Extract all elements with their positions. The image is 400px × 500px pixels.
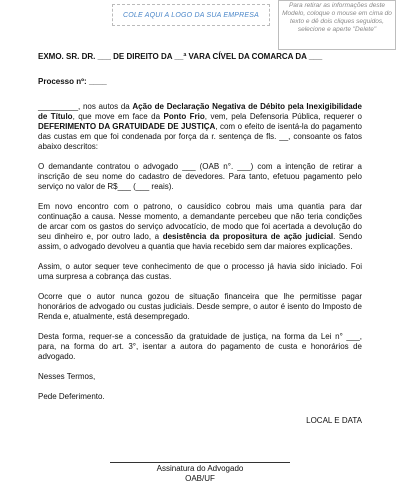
intro-text-1: _________, nos autos da [38,102,133,111]
withdrawal-phrase: desistência da propositura de ação judicial [162,232,334,241]
help-note-text: Para retirar as informações deste Modelo, coloque o mouse em cima do texto e dê dois cliques seguidos, selecione e aperte "Delete" [282,2,392,33]
logo-placeholder-text: COLE AQUI A LOGO DA SUA EMPRESA [123,11,259,19]
signature-block [110,462,290,484]
paragraph-intro [38,102,362,152]
defendant-name: Ponto Frio [163,112,205,121]
paragraph-contract: O demandante contratou o advogado ___ (OAB n°. ___) com a intenção de retirar a inscrição de seu nome do cadastro de devedores. Para tanto, efetuou pagamento pelo serviço no valor de R$___ (___ reais). [38,162,362,191]
paragraph-request: Desta forma, requer-se a concessão da gratuidade de justiça, na forma da Lei n° ___, para, na forma do art. 3°, isentar a autora do pagamento de custa e honorários de advogado. [38,332,362,361]
process-number: Processo nº: ____ [38,77,107,86]
bar-registration: OAB/UF [185,474,215,483]
signature-label: Assinatura do Advogado [156,464,244,473]
meeting-text-1: Em novo encontro com o patrono, o causídico cobrou mais uma quantia para dar continuação a causa. Nesse momento, a demandante percebeu que não teria condições de arcar com os gastos do serviço advocatício, de modo que foi acertada a devolução do seu dinheiro e, por outro lado, a [38,202,362,241]
closing-terms: Nesses Termos, [38,372,96,381]
intro-text-2: , que move em face da [72,112,164,121]
intro-text-3: , vem, pela Defensoria Pública, requerer o [204,112,363,121]
petition-document [38,52,362,426]
paragraph-surprise: Assim, o autor sequer teve conhecimento de que o processo já havia sido iniciado. Foi uma surpresa a cobrança das custas. [38,262,362,281]
action-name: Ação de Declaração Negativa de Débito pela Inexigibilidade de Título [38,102,362,121]
request-title: DEFERIMENTO DA GRATUIDADE DE JUSTIÇA [38,122,216,131]
intro-text-4: , com o efeito de isentá-la do pagamento das custas em que foi condenada por força da r. sentença de fls. __, consoante os fatos abaixo descritos: [38,122,362,151]
paragraph-finances: Ocorre que o autor nunca gozou de situação financeira que lhe permitisse pagar honorários de advogado ou custas judiciais. Desde sempre, o autor é isento do Imposto de Renda e, atualmente, está desempregado. [38,292,362,321]
petition-heading: EXMO. SR. DR. ___ DE DIREITO DA __ª VARA CÍVEL DA COMARCA DA ___ [38,52,323,61]
help-note-box [278,0,396,50]
closing-request: Pede Deferimento. [38,392,105,401]
meeting-text-2: . Sendo assim, o advogado devolveu a quantia que havia recebido sem dar maiores explicações. [38,232,363,251]
paragraph-new-meeting [38,202,362,252]
place-and-date: LOCAL E DATA [306,416,362,425]
logo-placeholder-box[interactable] [112,4,270,26]
